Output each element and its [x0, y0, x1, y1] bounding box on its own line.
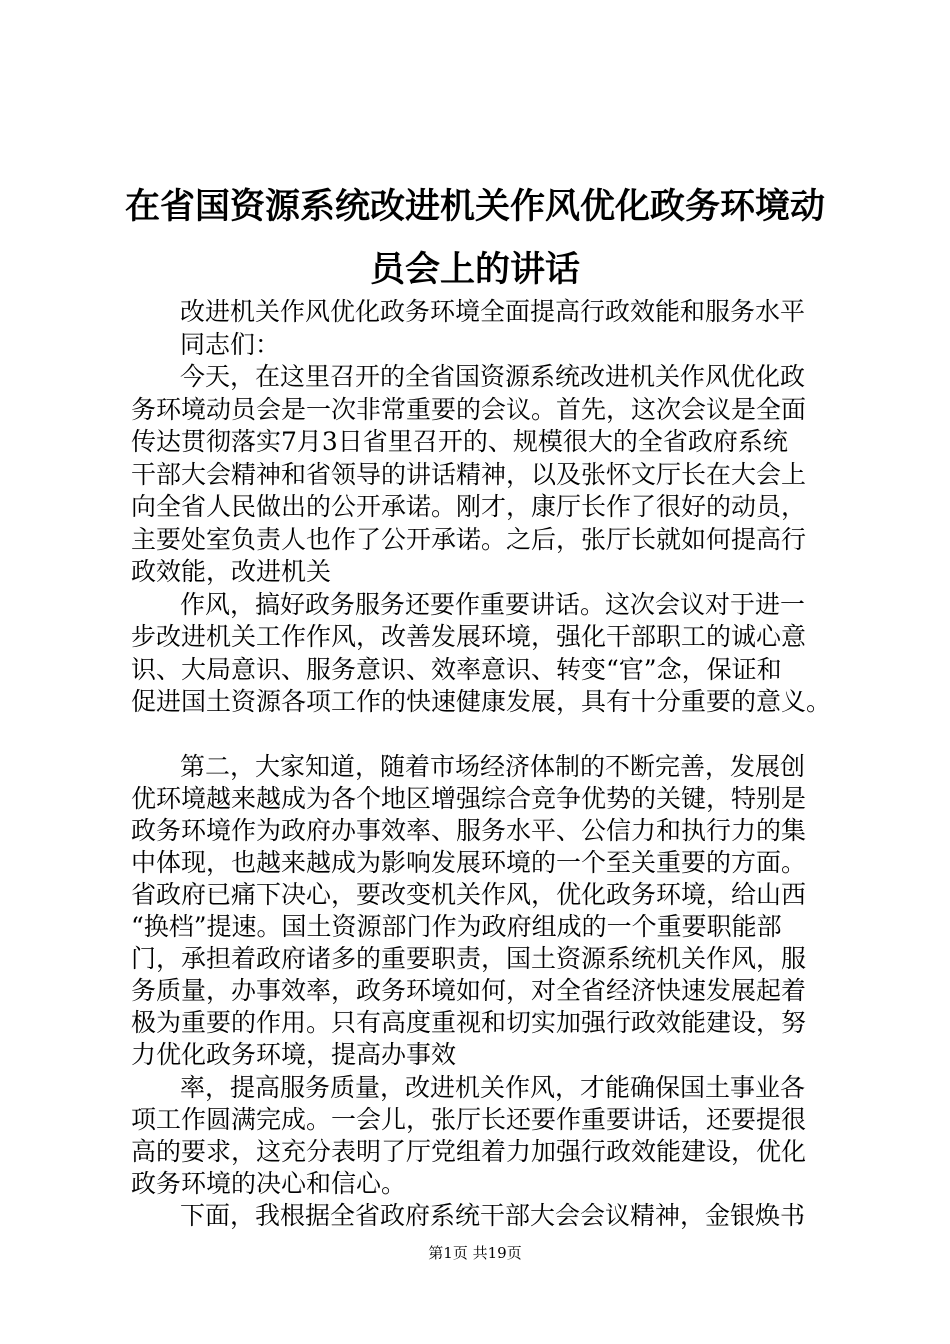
body-line: 向全省人民做出的公开承诺。刚才，康厅长作了很好的动员， [131, 492, 807, 521]
body-line: 传达贯彻落实7月3日省里召开的、规模很大的全省政府系统 [131, 427, 788, 456]
body-line: 优环境越来越成为各个地区增强综合竞争优势的关键，特别是 [131, 784, 807, 813]
body-line: 项工作圆满完成。一会儿，张厅长还要作重要讲话，还要提很 [131, 1105, 807, 1134]
body-line: 高的要求，这充分表明了厅党组着力加强行政效能建设，优化 [131, 1137, 807, 1166]
page-number-footer: 第1页 共19页 [428, 1244, 522, 1262]
document-title-line-1: 在省国资源系统改进机关作风优化政务环境动 [124, 187, 825, 227]
body-line: 政效能，改进机关 [131, 557, 332, 586]
body-line: 步改进机关工作作风，改善发展环境，强化干部职工的诚心意 [131, 622, 807, 651]
subtitle-line: 改进机关作风优化政务环境全面提高行政效能和服务水平 [180, 297, 806, 326]
body-line: 今天，在这里召开的全省国资源系统改进机关作风优化政 [180, 362, 806, 391]
body-line: “换档”提速。国土资源部门作为政府组成的一个重要职能部 [131, 912, 782, 941]
body-line: 下面，我根据全省政府系统干部大会会议精神，金银焕书 [180, 1201, 806, 1230]
body-line: 极为重要的作用。只有高度重视和切实加强行政效能建设，努 [131, 1008, 807, 1037]
body-line: 省政府已痛下决心，要改变机关作风，优化政务环境，给山西 [131, 880, 807, 909]
body-line: 务环境动员会是一次非常重要的会议。首先，这次会议是全面 [131, 395, 807, 424]
body-line: 促进国土资源各项工作的快速健康发展，具有十分重要的意义。 [131, 687, 832, 716]
body-line: 主要处室负责人也作了公开承诺。之后，张厅长就如何提高行 [131, 525, 807, 554]
salutation-line: 同志们： [180, 330, 281, 359]
body-line: 作风，搞好政务服务还要作重要讲话。这次会议对于进一 [180, 590, 806, 619]
body-line: 率，提高服务质量，改进机关作风，才能确保国土事业各 [180, 1073, 806, 1102]
body-line: 政务环境作为政府办事效率、服务水平、公信力和执行力的集 [131, 816, 807, 845]
body-line: 干部大会精神和省领导的讲话精神，以及张怀文厅长在大会上 [131, 460, 807, 489]
body-line: 识、大局意识、服务意识、效率意识、转变“官”念，保证和 [131, 655, 782, 684]
body-line: 门，承担着政府诸多的重要职责，国土资源系统机关作风，服 [131, 944, 807, 973]
document-title-line-2: 员会上的讲话 [369, 250, 580, 290]
body-line: 政务环境的决心和信心。 [131, 1169, 407, 1198]
body-line: 务质量，办事效率，政务环境如何，对全省经济快速发展起着 [131, 976, 807, 1005]
body-line: 中体现，也越来越成为影响发展环境的一个至关重要的方面。 [131, 848, 807, 877]
body-line: 第二，大家知道，随着市场经济体制的不断完善，发展创 [180, 752, 806, 781]
body-line: 力优化政务环境，提高办事效 [131, 1040, 457, 1069]
